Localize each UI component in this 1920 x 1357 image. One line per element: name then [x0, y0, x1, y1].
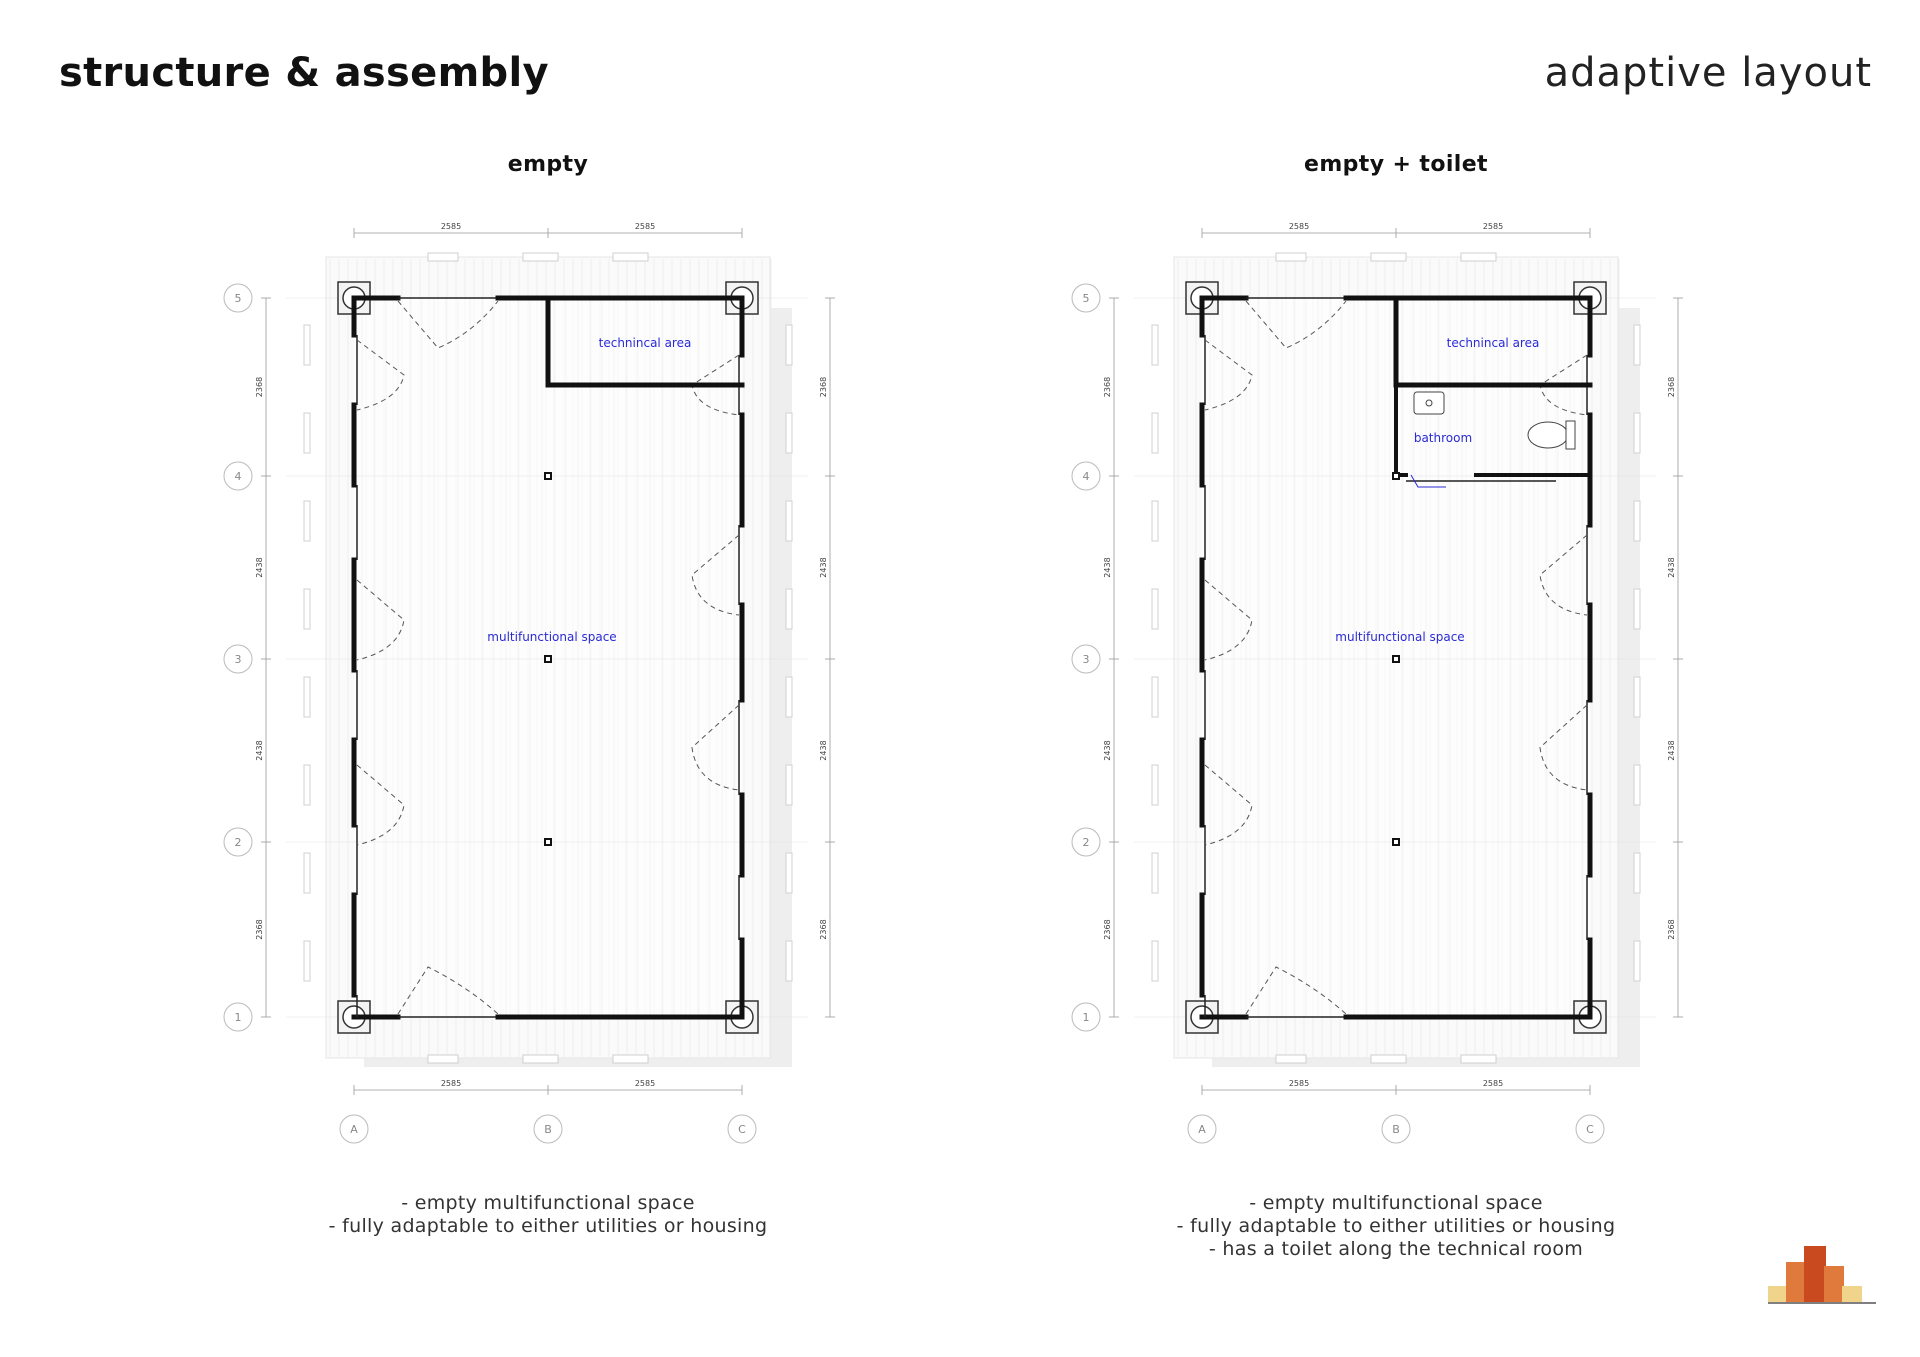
dimension-label: 2585 [1288, 222, 1310, 231]
grid-row-label: 3 [1082, 653, 1090, 666]
dimension-label: 2438 [1667, 740, 1676, 761]
room-label-main: multifunctional space [487, 630, 617, 644]
bottom-window [1371, 1055, 1406, 1063]
panel-empty [234, 140, 848, 1300]
room-label-bathroom: bathroom [1413, 431, 1473, 445]
grid-row-label: 2 [234, 836, 242, 849]
panel-empty-toilet [1082, 140, 1696, 1300]
side-window [1152, 325, 1158, 365]
side-window [1634, 589, 1640, 629]
dimension-label: 2585 [440, 222, 462, 231]
side-window [786, 765, 792, 805]
top-window [523, 253, 558, 261]
top-window [428, 253, 458, 261]
grid-row-label: 5 [234, 292, 242, 305]
dimension-label: 2368 [1667, 919, 1676, 940]
side-window [304, 853, 310, 893]
dimension-label: 2438 [255, 740, 264, 761]
caption-line: - fully adaptable to either utilities or housing [1176, 1215, 1616, 1237]
top-window [1371, 253, 1406, 261]
grid-row-label: 4 [234, 470, 242, 483]
side-window [1152, 765, 1158, 805]
side-window [1634, 853, 1640, 893]
structural-post-core [1394, 657, 1398, 661]
side-window [786, 413, 792, 453]
bottom-window [613, 1055, 648, 1063]
toilet-icon [1528, 422, 1568, 448]
grid-col-label: B [1392, 1123, 1400, 1136]
side-window [1634, 501, 1640, 541]
dimension-label: 2438 [1103, 740, 1112, 761]
brand-logo-icon [1768, 1240, 1878, 1310]
dimension-label: 2438 [255, 557, 264, 578]
dimension-label: 2585 [634, 1079, 656, 1088]
side-window [304, 501, 310, 541]
grid-row-label: 4 [1082, 470, 1090, 483]
panel-title: empty [507, 152, 589, 177]
side-window [304, 765, 310, 805]
caption-line: - fully adaptable to either utilities or housing [328, 1215, 768, 1237]
side-window [1634, 413, 1640, 453]
logo-bar [1786, 1262, 1806, 1302]
structural-post-core [1394, 474, 1398, 478]
dimension-label: 2438 [1103, 557, 1112, 578]
dimension-label: 2585 [1288, 1079, 1310, 1088]
side-window [786, 501, 792, 541]
room-label-main: multifunctional space [1335, 630, 1465, 644]
side-window [1152, 589, 1158, 629]
logo-bar [1768, 1286, 1788, 1302]
top-window [613, 253, 648, 261]
dimension-label: 2368 [819, 919, 828, 940]
panel-caption [248, 1192, 848, 1238]
side-window [304, 325, 310, 365]
sink-icon [1414, 392, 1444, 414]
side-window [304, 589, 310, 629]
grid-col-label: C [738, 1123, 746, 1136]
side-window [786, 941, 792, 981]
dimension-label: 2368 [1103, 376, 1112, 398]
grid-row-label: 3 [234, 653, 242, 666]
dimension-label: 2585 [1482, 1079, 1504, 1088]
side-window [1634, 941, 1640, 981]
grid-col-label: A [350, 1123, 358, 1136]
floor-plan [234, 195, 848, 1195]
side-window [304, 941, 310, 981]
dimension-label: 2438 [1667, 557, 1676, 578]
dimension-label: 2438 [819, 740, 828, 761]
grid-col-label: A [1198, 1123, 1206, 1136]
side-window [1152, 853, 1158, 893]
structural-post-core [546, 840, 550, 844]
toilet-tank-icon [1566, 421, 1575, 449]
bottom-window [1461, 1055, 1496, 1063]
bottom-window [1276, 1055, 1306, 1063]
side-window [786, 589, 792, 629]
floor-plan [1082, 195, 1696, 1195]
side-window [1152, 413, 1158, 453]
side-window [1152, 501, 1158, 541]
dimension-label: 2368 [1103, 919, 1112, 940]
caption-line: - empty multifunctional space [1249, 1192, 1543, 1214]
side-window [1634, 325, 1640, 365]
side-window [304, 677, 310, 717]
caption-line: - has a toilet along the technical room [1208, 1238, 1584, 1260]
logo-bar [1842, 1286, 1862, 1302]
bottom-window [523, 1055, 558, 1063]
dimension-label: 2585 [634, 222, 656, 231]
room-label-technical: technincal area [1446, 336, 1540, 350]
grid-row-label: 1 [234, 1011, 242, 1024]
dimension-label: 2585 [1482, 222, 1504, 231]
side-window [786, 677, 792, 717]
dimension-label: 2368 [1667, 376, 1676, 398]
page-subtitle: adaptive layout [1544, 50, 1872, 96]
structural-post-core [546, 474, 550, 478]
side-window [1152, 677, 1158, 717]
room-label-technical: technincal area [598, 336, 692, 350]
grid-row-label: 5 [1082, 292, 1090, 305]
logo-bar [1824, 1266, 1844, 1302]
side-window [1634, 677, 1640, 717]
side-window [304, 413, 310, 453]
panel-caption [1096, 1192, 1696, 1261]
top-window [1276, 253, 1306, 261]
side-window [786, 325, 792, 365]
dimension-label: 2368 [819, 376, 828, 398]
grid-row-label: 2 [1082, 836, 1090, 849]
structural-post-core [1394, 840, 1398, 844]
grid-col-label: C [1586, 1123, 1594, 1136]
page-title: structure & assembly [59, 50, 549, 96]
top-window [1461, 253, 1496, 261]
dimension-label: 2368 [255, 919, 264, 940]
dimension-label: 2368 [255, 376, 264, 398]
side-window [1634, 765, 1640, 805]
grid-row-label: 1 [1082, 1011, 1090, 1024]
side-window [786, 853, 792, 893]
structural-post-core [546, 657, 550, 661]
caption-line: - empty multifunctional space [401, 1192, 695, 1214]
side-window [1152, 941, 1158, 981]
panel-title: empty + toilet [1304, 152, 1488, 177]
grid-col-label: B [544, 1123, 552, 1136]
dimension-label: 2585 [440, 1079, 462, 1088]
dimension-label: 2438 [819, 557, 828, 578]
bottom-window [428, 1055, 458, 1063]
logo-bar [1804, 1246, 1826, 1302]
